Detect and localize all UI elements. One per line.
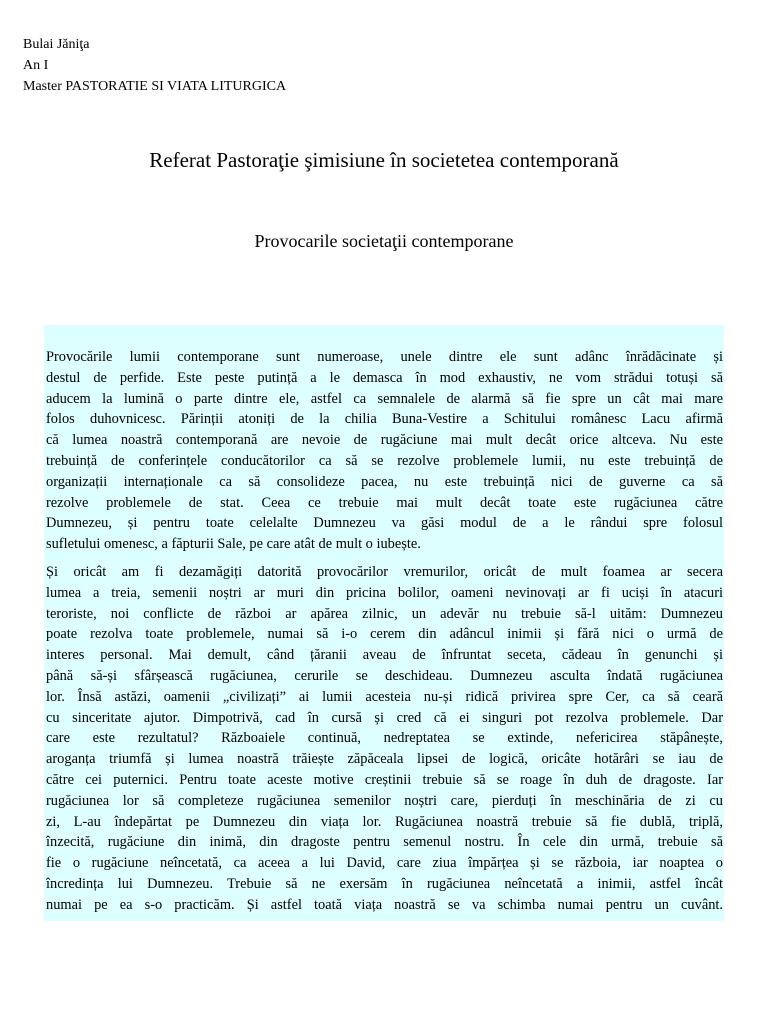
- text-line: care este rezultatul? Războaiele continuă, nedreptatea se extinde, nefericirea stăpânește,: [46, 730, 723, 747]
- text-line: folos duhovnicesc. Părinții atoniți de la chilia Buna-Vestire a Schitului românesc Lacu afirmă: [46, 411, 723, 428]
- text-line: înzecită, rugăciune din inimă, din dragoste pentru semenul nostru. În cele din urmă, trebuie să: [46, 834, 723, 851]
- text-line: până să-și sfârșească rugăciunea, cerurile se deschideau. Dumnezeu asculta îndată rugăciunea: [46, 667, 723, 684]
- text-line: Provocările lumii contemporane sunt numeroase, unele dintre ele sunt adânc înrădăcinate și: [46, 349, 723, 365]
- text-line: că lumea noastră contemporană are nevoie de rugăciune mai mult decât orice altceva. Nu este: [46, 432, 723, 449]
- text-line: Dumnezeu, și pentru toate celelalte Dumnezeu va găsi modul de a le rândui spre folosul: [46, 515, 723, 532]
- text-line: sufletului omenesc, a făpturii Sale, pe care atât de mult o iubește.: [46, 536, 421, 553]
- document-title: Referat Pastoraţie şimisiune în societetea contemporană: [149, 148, 619, 172]
- author-header: [23, 34, 286, 97]
- text-line: lumea a treia, semenii noștri ar muri din pricina bolilor, oameni nevinovați ar fi uciși în atacuri: [46, 584, 723, 601]
- text-line: destul de perfide. Este peste putință a le demasca în mod exhaustiv, ne vom strădui totuși să: [46, 369, 723, 386]
- text-line: trebuință de conferințele conducătorilor ca să se rezolve problemele lumii, nu este trebuință de: [46, 452, 723, 469]
- text-line: fie o rugăciune neîncetată, ca aceea a lui David, care ziua împărțea și se războia, iar noaptea o: [46, 855, 723, 872]
- author-name: Bulai Jăniţa: [23, 37, 90, 52]
- text-line: aducem la lumină o parte dintre ele, astfel ca semnalele de alarmă să fie spre un cât mai mare: [46, 390, 723, 407]
- text-line: Și oricât am fi dezamăgiți datorită provocărilor vremurilor, oricât de mult foamea ar secera: [46, 563, 723, 580]
- body-text-box: [44, 325, 724, 921]
- text-line: teroriste, noi conflicte de război ar apărea zilnic, un adevăr nu trebuie să-l uităm: Dumnezeu: [46, 605, 723, 622]
- text-line: către cei puternici. Pentru toate aceste motive creștinii trebuie să se roage în duh de dragoste. Iar: [46, 771, 723, 788]
- text-line: încredința lui Dumnezeu. Trebuie să ne exersăm în rugăciunea neîncetată a inimii, astfel încât: [46, 875, 723, 892]
- text-line: aroganța triumfă și lumea noastră trăiește zăpăceala lipsei de logică, oricâte hotărâri se iau de: [46, 751, 723, 768]
- master-program: Master PASTORATIE SI VIATA LITURGICA: [23, 79, 287, 94]
- text-line: rezolve problemele de stat. Ceea ce trebuie mai mult decât toate este rugăciunea către: [46, 494, 723, 511]
- text-line: organizații internaționale ca să consolideze pacea, nu este trebuință nici de guverne ca să: [46, 473, 723, 490]
- text-line: lor. Însă astăzi, oamenii „civilizați” ai lumii acesteia nu-și ridică privirea spre Cer, ca să ceară: [46, 688, 723, 705]
- text-line: cu sinceritate ajutor. Dimpotrivă, cad în cursă și cred că ei singuri pot rezolva problemele. Dar: [46, 709, 723, 726]
- paragraph-1: [46, 347, 723, 555]
- text-line: rugăciunea lor să completeze rugăciunea semenilor noștri care, pierduți în meschinăria de zi cu: [46, 792, 723, 809]
- study-year: An I: [23, 58, 49, 73]
- document-subtitle: Provocarile societaţii contemporane: [254, 231, 514, 251]
- text-line: zi, L-au îndepărtat pe Dumnezeu din viața lor. Rugăciunea noastră trebuie să fie dublă, triplă,: [46, 813, 723, 830]
- text-line: poate rezolva toate problemele, numai să i-o cerem din adâncul inimii și fără nici o urmă de: [46, 626, 723, 643]
- text-line: numai pe ea s-o practicăm. Și astfel toată viața noastră se va schimba numai pentru un cuvânt.: [46, 896, 723, 913]
- text-line: interes personal. Mai demult, când țăranii aveau de înfruntat seceta, cădeau în genunchi și: [46, 647, 723, 664]
- paragraph-2: [46, 562, 723, 916]
